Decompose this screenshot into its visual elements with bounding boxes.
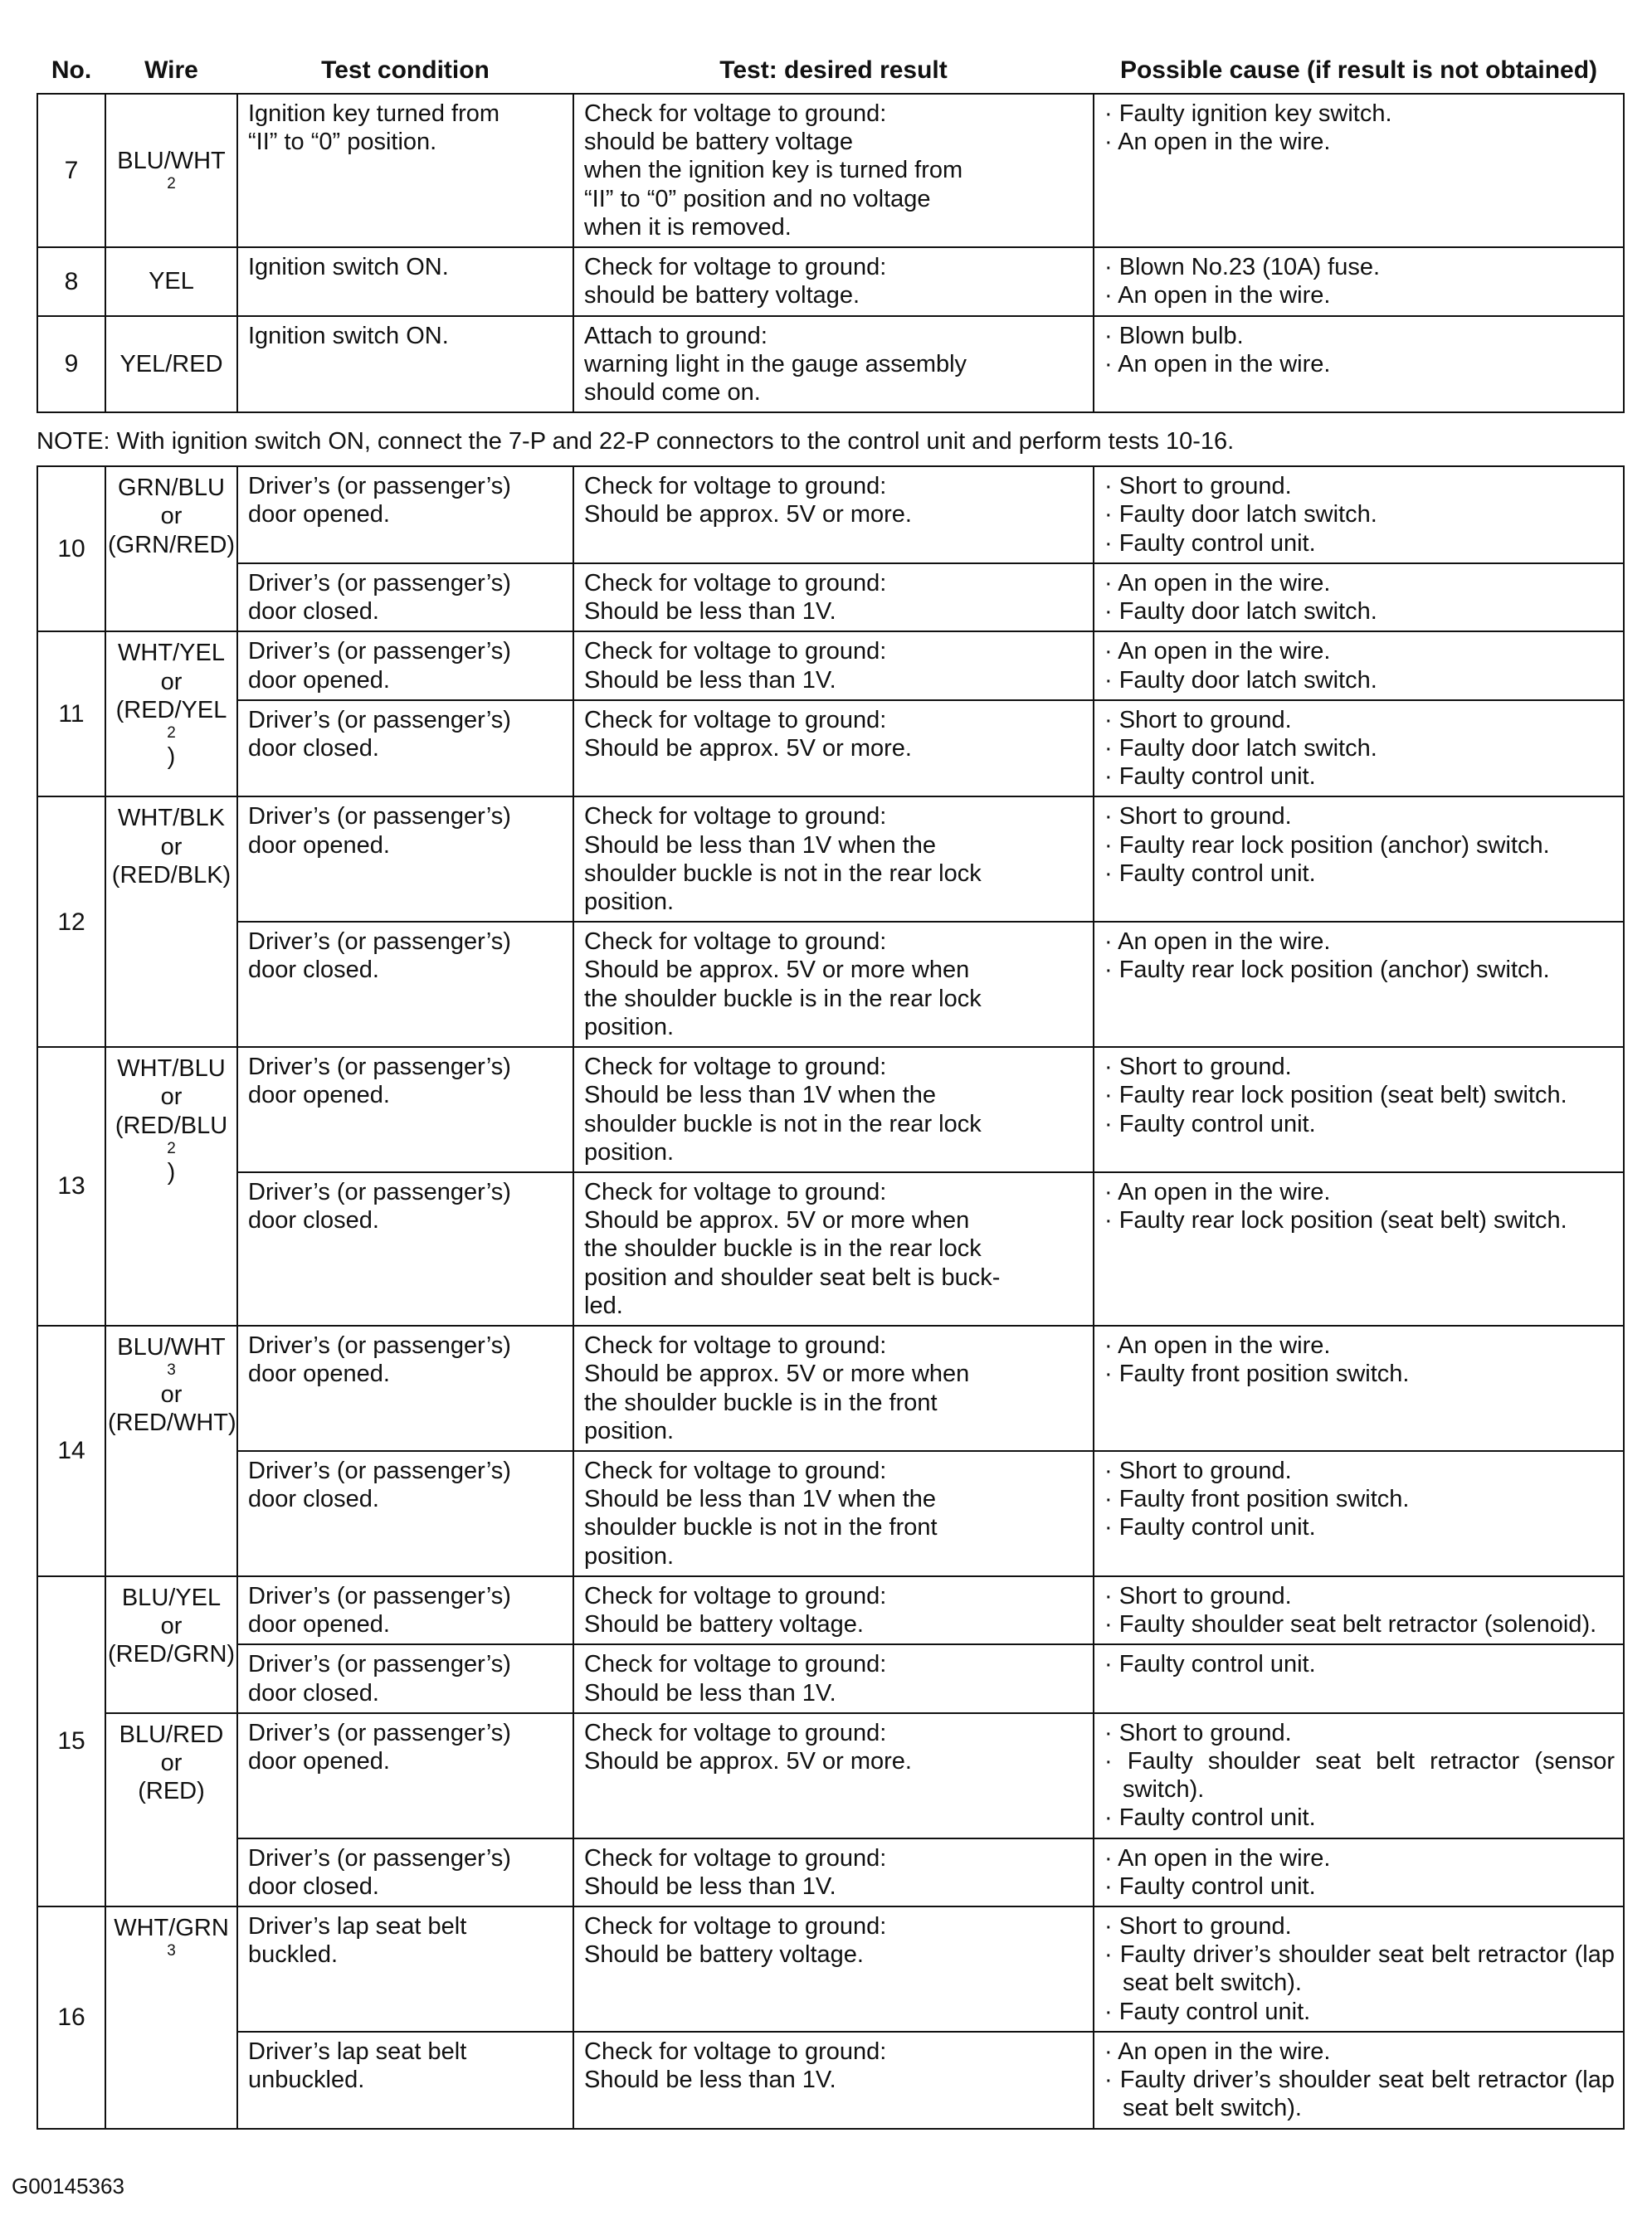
table-row (37, 247, 1624, 315)
row-number: 13 (37, 1047, 105, 1326)
result-line: Should be less than 1V. (584, 1679, 836, 1707)
test-condition-cell (237, 1576, 573, 1644)
result-line: Should be less than 1V when the (584, 1486, 937, 1513)
possible-cause-cell (1094, 1326, 1624, 1451)
wire-alt-color (108, 696, 235, 772)
desired-result-cell (573, 1172, 1094, 1326)
result-line: position. (584, 1138, 675, 1166)
cause-line: · Faulty front position switch. (1104, 1361, 1410, 1388)
possible-cause-cell (1094, 700, 1624, 797)
test-condition-cell (237, 466, 573, 563)
result-line: the shoulder buckle is in the rear lock (584, 985, 982, 1012)
desired-result-cell (573, 563, 1094, 631)
possible-cause-cell (1094, 1172, 1624, 1326)
condition-line: door opened. (248, 666, 390, 694)
result-line: Check for voltage to ground: (584, 1179, 887, 1205)
possible-cause-cell (1094, 631, 1624, 699)
condition-line: door opened. (248, 1082, 390, 1109)
wire-alt-color (108, 1112, 235, 1187)
wire-superscript: 3 (167, 1361, 176, 1380)
result-line: should be battery voltage. (584, 282, 860, 309)
wire-or (108, 1612, 235, 1640)
result-line: Attach to ground: (584, 322, 768, 349)
cause-line: · Faulty control unit. (1104, 763, 1316, 791)
row-number: 16 (37, 1906, 105, 2129)
desired-result-cell (573, 1906, 1094, 2032)
cause-line: · Short to ground. (1104, 803, 1292, 830)
cause-line: · Faulty control unit. (1104, 1651, 1316, 1678)
table-row (37, 316, 1624, 413)
result-line: the shoulder buckle is in the rear lock (584, 1235, 982, 1263)
wire-superscript: 2 (167, 175, 176, 193)
result-line: led. (584, 1292, 623, 1319)
condition-line: Driver’s (or passenger’s) (248, 1457, 511, 1484)
desired-result-cell (573, 247, 1094, 315)
condition-line: Driver’s (or passenger’s) (248, 638, 511, 665)
result-line: Check for voltage to ground: (584, 928, 887, 956)
possible-cause-cell (1094, 1451, 1624, 1576)
table-row (37, 1644, 1624, 1712)
result-line: position. (584, 1542, 675, 1570)
result-line: shoulder buckle is not in the rear lock (584, 1110, 982, 1137)
test-condition-cell (237, 796, 573, 922)
desired-result-cell (573, 1326, 1094, 1451)
condition-line: Driver’s (or passenger’s) (248, 569, 511, 596)
test-condition-cell (237, 1172, 573, 1326)
condition-line: Ignition switch ON. (248, 254, 449, 281)
cause-line: · Faulty rear lock position (seat belt) switch. (1104, 1207, 1567, 1234)
result-line: Should be less than 1V. (584, 666, 836, 694)
header-test-condition: Test condition (321, 56, 490, 84)
desired-result-cell (573, 2032, 1094, 2129)
cause-line: · Faulty control unit. (1104, 1804, 1316, 1832)
table-row (37, 1576, 1624, 1644)
cause-line: · Faulty control unit. (1104, 1514, 1316, 1541)
wire-color (108, 1333, 235, 1380)
result-line: Should be approx. 5V or more. (584, 1747, 912, 1775)
desired-result-cell (573, 466, 1094, 563)
wire-cell (105, 1326, 237, 1576)
result-line: when the ignition key is turned from (584, 157, 963, 184)
wire-or-text: or (160, 1083, 183, 1111)
cause-line: · Short to ground. (1104, 1913, 1292, 1940)
wire-superscript: 2 (167, 1139, 176, 1157)
wire-alt-color (108, 861, 235, 889)
wire-code: BLU/YEL (121, 1584, 222, 1611)
row-number: 9 (37, 316, 105, 413)
condition-line: door closed. (248, 734, 379, 762)
result-line: Should be less than 1V when the (584, 831, 937, 859)
cause-line: · Faulty driver’s shoulder seat belt retractor (lap seat belt switch). (1104, 1941, 1615, 1997)
wire-or-text: or (160, 668, 183, 695)
condition-line: Driver’s (or passenger’s) (248, 803, 511, 830)
table-header (37, 50, 1624, 94)
result-line: Check for voltage to ground: (584, 1913, 887, 1940)
desired-result-cell (573, 922, 1094, 1047)
wire-alt-color (108, 531, 235, 559)
test-condition-cell (237, 247, 573, 315)
wire-cell (105, 466, 237, 631)
test-condition-cell (237, 631, 573, 699)
wire-cell (105, 796, 237, 1047)
condition-line: door opened. (248, 831, 390, 859)
condition-line: Driver’s lap seat belt (248, 2038, 467, 2065)
result-line: Should be less than 1V when the (584, 1082, 937, 1109)
condition-line: door closed. (248, 1679, 379, 1707)
table-row (37, 94, 1624, 247)
possible-cause-cell (1094, 796, 1624, 922)
desired-result-cell (573, 1644, 1094, 1712)
wire-or-text: or (160, 1613, 183, 1640)
test-condition-cell (237, 1713, 573, 1838)
possible-cause-cell (1094, 2032, 1624, 2129)
condition-line: door opened. (248, 501, 390, 528)
desired-result-cell (573, 1576, 1094, 1644)
cause-line: · Faulty door latch switch. (1104, 501, 1377, 528)
cause-line: · Faulty shoulder seat belt retractor (sensor switch). (1104, 1747, 1615, 1804)
wire-or (108, 502, 235, 530)
possible-cause-cell (1094, 1047, 1624, 1172)
wire-alt-color (108, 1777, 235, 1805)
wire-cell (105, 1906, 237, 2129)
result-line: Check for voltage to ground: (584, 638, 887, 665)
cause-line: · Faulty ignition key switch. (1104, 100, 1392, 127)
condition-line: Driver’s (or passenger’s) (248, 1582, 511, 1609)
result-line: shoulder buckle is not in the front (584, 1514, 938, 1541)
wire-cell (105, 94, 237, 247)
test-condition-cell (237, 316, 573, 413)
wire-alt-close: ) (167, 743, 176, 771)
cause-line: · Faulty front position switch. (1104, 1486, 1410, 1513)
result-line: should be battery voltage (584, 129, 854, 156)
wire-or (108, 1083, 235, 1111)
possible-cause-cell (1094, 466, 1624, 563)
result-line: Check for voltage to ground: (584, 254, 887, 281)
result-line: Check for voltage to ground: (584, 100, 887, 127)
table-row (37, 1326, 1624, 1451)
row-number: 12 (37, 796, 105, 1047)
test-condition-cell (237, 1047, 573, 1172)
result-line: Check for voltage to ground: (584, 1054, 887, 1081)
table-row (37, 1713, 1624, 1838)
condition-line: door closed. (248, 1207, 379, 1234)
test-condition-cell (237, 1644, 573, 1712)
row-number: 11 (37, 631, 105, 796)
wire-or-text: or (160, 833, 183, 860)
cause-line: · An open in the wire. (1104, 1332, 1331, 1360)
table-row (37, 1047, 1624, 1172)
table-row (37, 466, 1624, 563)
header-wire: Wire (144, 56, 198, 84)
wire-cell (105, 1576, 237, 1713)
table-row (37, 1838, 1624, 1906)
result-line: Check for voltage to ground: (584, 1582, 887, 1609)
result-line: Should be less than 1V. (584, 598, 836, 626)
wire-cell (105, 1047, 237, 1326)
cause-line: · An open in the wire. (1104, 928, 1331, 956)
desired-result-cell (573, 1713, 1094, 1838)
desired-result-cell (573, 94, 1094, 247)
table-row (37, 922, 1624, 1047)
cause-line: · Faulty door latch switch. (1104, 666, 1377, 694)
condition-line: door closed. (248, 1872, 379, 1900)
wire-or-text: or (160, 1380, 183, 1408)
result-line: Check for voltage to ground: (584, 1719, 887, 1746)
wire-superscript: 2 (167, 723, 176, 742)
condition-line: Ignition key turned from (248, 100, 500, 127)
possible-cause-cell (1094, 563, 1624, 631)
cause-line: · An open in the wire. (1104, 2038, 1331, 2065)
result-line: Should be approx. 5V or more. (584, 734, 912, 762)
wire-alt-code: (RED/WHT) (108, 1409, 236, 1436)
cause-line: · An open in the wire. (1104, 1844, 1331, 1872)
test-condition-cell (237, 1326, 573, 1451)
wire-alt-code: (GRN/RED) (108, 531, 236, 558)
possible-cause-cell (1094, 1906, 1624, 2032)
row-number: 8 (37, 247, 105, 315)
wire-color (108, 639, 235, 667)
desired-result-cell (573, 1838, 1094, 1906)
wire-alt-close: ) (167, 1159, 176, 1186)
main-table (37, 465, 1625, 2129)
desired-result-cell (573, 1047, 1094, 1172)
cause-line: · Short to ground. (1104, 473, 1292, 500)
cause-line: · Short to ground. (1104, 1054, 1292, 1081)
condition-line: door opened. (248, 1747, 390, 1775)
wire-or-text: or (160, 1749, 183, 1776)
cause-line: · Faulty door latch switch. (1104, 598, 1377, 626)
wire-alt-code: (RED/BLK) (111, 861, 231, 889)
wire-alt-code: (RED/GRN) (108, 1641, 236, 1668)
result-line: Should be battery voltage. (584, 1941, 864, 1969)
header-no: No. (51, 56, 92, 84)
cause-line: · An open in the wire. (1104, 282, 1331, 309)
wire-color (108, 804, 235, 832)
wire-code: BLU/RED (119, 1721, 224, 1748)
result-line: the shoulder buckle is in the front (584, 1389, 938, 1416)
header-possible-cause: Possible cause (if result is not obtained) (1119, 56, 1598, 84)
condition-line: Driver’s (or passenger’s) (248, 1179, 511, 1205)
possible-cause-cell (1094, 94, 1624, 247)
test-condition-cell (237, 1451, 573, 1576)
condition-line: Driver’s (or passenger’s) (248, 928, 511, 956)
condition-line: door opened. (248, 1361, 390, 1388)
wire-code: YEL/RED (119, 350, 223, 377)
cause-line: · An open in the wire. (1104, 350, 1331, 377)
row-number: 14 (37, 1326, 105, 1576)
cause-line: · Faulty control unit. (1104, 859, 1316, 887)
test-condition-cell (237, 1838, 573, 1906)
possible-cause-cell (1094, 247, 1624, 315)
possible-cause-cell (1094, 1644, 1624, 1712)
cause-line: · Short to ground. (1104, 1719, 1292, 1746)
table-row (37, 563, 1624, 631)
cause-line: · Faulty control unit. (1104, 1110, 1316, 1137)
wire-code: WHT/BLU (117, 1055, 226, 1083)
result-line: Check for voltage to ground: (584, 1651, 887, 1678)
cause-line: · Faulty shoulder seat belt retractor (solenoid). (1104, 1611, 1597, 1639)
wire-color (108, 1914, 235, 1961)
cause-line: · An open in the wire. (1104, 569, 1331, 596)
test-condition-cell (237, 94, 573, 247)
result-line: Check for voltage to ground: (584, 569, 887, 596)
wire-or (108, 1380, 235, 1409)
test-condition-cell (237, 700, 573, 797)
wire-alt-color (108, 1640, 235, 1668)
cause-line: · Faulty rear lock position (anchor) switch. (1104, 957, 1550, 984)
wire-cell (105, 316, 237, 413)
condition-line: Driver’s (or passenger’s) (248, 1651, 511, 1678)
wire-or-text: or (160, 503, 183, 530)
condition-line: buckled. (248, 1941, 339, 1969)
cause-line: · Faulty door latch switch. (1104, 734, 1377, 762)
cause-line: · Faulty rear lock position (anchor) switch. (1104, 831, 1550, 859)
condition-line: Driver’s (or passenger’s) (248, 1719, 511, 1746)
condition-line: Ignition switch ON. (248, 322, 449, 349)
table-row (37, 631, 1624, 699)
possible-cause-cell (1094, 1838, 1624, 1906)
cause-line: · Faulty rear lock position (seat belt) switch. (1104, 1082, 1567, 1109)
possible-cause-cell (1094, 1576, 1624, 1644)
wire-color (108, 1584, 235, 1612)
result-line: should come on. (584, 378, 761, 406)
result-line: position. (584, 889, 675, 916)
cause-line: · Short to ground. (1104, 1582, 1292, 1609)
wire-code: BLU/WHT (117, 148, 226, 175)
result-line: Should be approx. 5V or more when (584, 1207, 970, 1234)
table-row (37, 1172, 1624, 1326)
wire-color (108, 1721, 235, 1749)
desired-result-cell (573, 631, 1094, 699)
result-line: position. (584, 1417, 675, 1444)
table-row (37, 2032, 1624, 2129)
row-number: 10 (37, 466, 105, 631)
wire-or (108, 1749, 235, 1777)
wire-cell (105, 1713, 237, 1906)
cause-line: · Blown No.23 (10A) fuse. (1104, 254, 1381, 281)
result-line: Check for voltage to ground: (584, 1332, 887, 1360)
cause-line: · Blown bulb. (1104, 322, 1244, 349)
result-line: Should be battery voltage. (584, 1611, 864, 1639)
condition-line: Driver’s (or passenger’s) (248, 1054, 511, 1081)
note-text: NOTE: With ignition switch ON, connect the 7-P and 22-P connectors to the control unit and perform tests 10-16. (37, 428, 1235, 455)
condition-line: Driver’s (or passenger’s) (248, 1844, 511, 1872)
test-condition-cell (237, 2032, 573, 2129)
document-page (37, 50, 1623, 2130)
result-line: Should be less than 1V. (584, 1872, 836, 1900)
wire-color (108, 1054, 235, 1083)
cause-line: · Faulty control unit. (1104, 529, 1316, 557)
result-line: Check for voltage to ground: (584, 803, 887, 830)
row-number: 15 (37, 1576, 105, 1906)
wire-code: WHT/YEL (118, 640, 225, 667)
top-table (37, 50, 1625, 413)
table-row (37, 796, 1624, 922)
desired-result-cell (573, 316, 1094, 413)
wire-code: BLU/WHT (117, 1334, 226, 1361)
cause-line: · Faulty control unit. (1104, 1872, 1316, 1900)
figure-code: G00145363 (12, 2174, 124, 2198)
wire-code: WHT/GRN (114, 1915, 229, 1942)
result-line: Should be approx. 5V or more when (584, 1361, 970, 1388)
table-row (37, 1451, 1624, 1576)
result-line: position. (584, 1013, 675, 1040)
wire-cell (105, 631, 237, 796)
condition-line: door closed. (248, 598, 379, 626)
result-line: Check for voltage to ground: (584, 706, 887, 733)
result-line: “II” to “0” position and no voltage (584, 185, 931, 212)
wire-code: GRN/BLU (118, 475, 225, 502)
desired-result-cell (573, 796, 1094, 922)
condition-line: “II” to “0” position. (248, 129, 437, 156)
condition-line: door opened. (248, 1611, 390, 1639)
result-line: Should be approx. 5V or more. (584, 501, 912, 528)
result-line: when it is removed. (584, 213, 792, 241)
condition-line: door closed. (248, 1486, 379, 1513)
wire-superscript: 3 (167, 1942, 176, 1960)
wire-alt-code: (RED) (138, 1778, 205, 1805)
result-line: Check for voltage to ground: (584, 1844, 887, 1872)
condition-line: door closed. (248, 957, 379, 984)
test-condition-cell (237, 563, 573, 631)
possible-cause-cell (1094, 1713, 1624, 1838)
cause-line: · Faulty driver’s shoulder seat belt retractor (lap seat belt switch). (1104, 2067, 1615, 2122)
condition-line: Driver’s (or passenger’s) (248, 1332, 511, 1360)
result-line: Should be less than 1V. (584, 2067, 836, 2094)
result-line: Should be approx. 5V or more when (584, 957, 970, 984)
wire-code: YEL (149, 268, 194, 295)
cause-line: · Fauty control unit. (1104, 1998, 1311, 2025)
condition-line: Driver’s (or passenger’s) (248, 706, 511, 733)
row-number: 7 (37, 94, 105, 247)
desired-result-cell (573, 700, 1094, 797)
cause-line: · An open in the wire. (1104, 1179, 1331, 1205)
test-condition-cell (237, 1906, 573, 2032)
result-line: Check for voltage to ground: (584, 473, 887, 500)
condition-line: Driver’s (or passenger’s) (248, 473, 511, 500)
desired-result-cell (573, 1451, 1094, 1576)
result-line: Check for voltage to ground: (584, 2038, 887, 2065)
wire-alt-color (108, 1409, 235, 1437)
result-line: shoulder buckle is not in the rear lock (584, 859, 982, 887)
cause-line: · An open in the wire. (1104, 638, 1331, 665)
wire-code: WHT/BLK (118, 805, 225, 832)
result-line: Check for voltage to ground: (584, 1457, 887, 1484)
wire-alt-code: (RED/YEL (115, 696, 227, 723)
possible-cause-cell (1094, 922, 1624, 1047)
cause-line: · An open in the wire. (1104, 129, 1331, 156)
wire-color (108, 474, 235, 502)
condition-line: Driver’s lap seat belt (248, 1913, 467, 1940)
result-line: warning light in the gauge assembly (584, 350, 967, 377)
cause-line: · Short to ground. (1104, 706, 1292, 733)
possible-cause-cell (1094, 316, 1624, 413)
wire-cell (105, 247, 237, 315)
cause-line: · Short to ground. (1104, 1457, 1292, 1484)
wire-or (108, 833, 235, 861)
wire-or (108, 668, 235, 696)
header-desired-result: Test: desired result (719, 56, 948, 84)
result-line: position and shoulder seat belt is buck- (584, 1264, 1001, 1291)
table-row (37, 1906, 1624, 2032)
wire-alt-code: (RED/BLU (115, 1112, 228, 1139)
table-row (37, 700, 1624, 797)
test-condition-cell (237, 922, 573, 1047)
condition-line: unbuckled. (248, 2067, 365, 2094)
